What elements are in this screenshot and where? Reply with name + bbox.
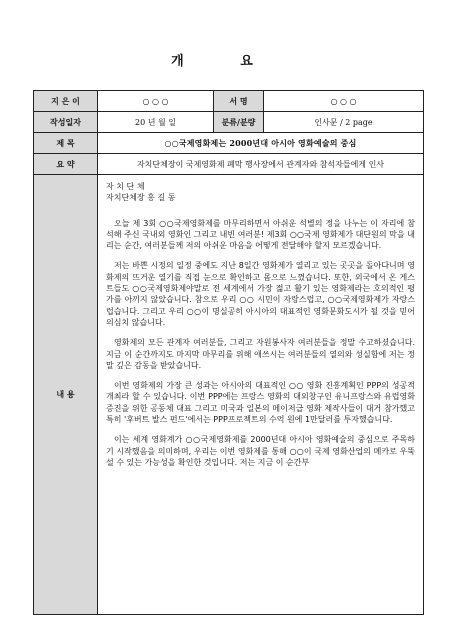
summary-label: 요 약 (34, 154, 98, 175)
page-title: 개 요 (171, 54, 279, 69)
content-row (34, 175, 424, 615)
paragraph-2: 저는 바쁜 시정의 일정 중에도 지난 8일간 영화제가 열리고 있는 곳곳을 돌아다니며 영화제의 뜨거운 열기를 직접 눈으로 확인하고 몸으로 느꼈습니다. 또한, 외국에서 온 게스트들도 ○○국제영화제야말로 전 세계에서 가장 젊고 활기 있는 영화제라는 호의적인 평가를 아끼지 않았습니다. 참으로 우리 ○○ 시민이 자랑스럽고, ○○국제영화제가 자랑스럽습니다. 그리고 우리 ○○이 명실공히 아시아의 대표적인 영화문화도시가 될 것을 믿어 의심치 않습니다. (106, 261, 415, 327)
content-body (98, 175, 424, 615)
paragraph-1: 오늘 제 3회 ○○국제영화제를 마무리하면서 아쉬운 석별의 정을 나누는 이 자리에 참석해 주신 국내외 영화인 그리고 내빈 여러분! 제3회 ○○국제 영화제가 대단원의 막을 내리는 순간, 여러분들께 저의 아쉬운 마음을 어떻게 전달해야 할지 모르겠습니다. (106, 218, 415, 251)
date-label: 작성일자 (34, 112, 98, 133)
book-title-label: 서 명 (214, 91, 264, 112)
paragraph-4: 이번 영화제의 가장 큰 성과는 아시아의 대표적인 ○○ 영화 진흥계획인 PPP의 성공적 개최라 할 수 있습니다. 이번 PPP에는 프랑스 영화의 대외창구인 유니프랑스와 유럽영화 증진을 위한 공동체 대표 그리고 미국과 일본의 메이저급 영화 제작사들이 대거 참가했고 특히 '후버트 발스 펀드'에서는 PPP프로젝트의 수억 원에 1만달러를 투자했습니다. (106, 381, 415, 425)
signature-block (106, 181, 415, 204)
subject-value: ○○국제영화제는 2000년대 아시아 영화예술의 중심 (98, 133, 424, 154)
summary-form-table (33, 90, 424, 615)
signature-name: 자치단체장 홍 길 동 (106, 193, 176, 203)
subject-label: 제 목 (34, 133, 98, 154)
date-row (34, 112, 424, 133)
author-value: ○ ○ ○ (98, 91, 214, 112)
category-value: 인사문 / 2 page (264, 112, 424, 133)
author-label: 지 은 이 (34, 91, 98, 112)
category-label: 분류/분량 (214, 112, 264, 133)
summary-value: 자치단체장이 국제영화제 폐막 행사장에서 관계자와 참석자들에게 인사 (98, 154, 424, 175)
content-label: 내 용 (34, 175, 98, 615)
date-value: 20 년 월 일 (98, 112, 214, 133)
paragraph-3: 영화제의 모든 관계자 여러분들, 그리고 자원봉사자 여러분들을 정말 수고하셨습니다. 지금 이 순간까지도 마지막 마무리를 위해 애쓰시는 여러분들의 열의와 성실함에 저는 정말 깊은 감동을 받았습니다. (106, 338, 415, 370)
paragraph-5: 이는 세계 영화계가 ○○국제영화제를 2000년대 아시아 영화예술의 중심으로 주목하기 시작했음을 의미하며, 우리는 이번 영화제를 통해 ○○이 국제 영화산업의 메카로 우뚝 설 수 있는 가능성을 확인한 것입니다. 저는 지금 이 순간부 (106, 435, 415, 467)
summary-row (34, 154, 424, 175)
signature-org: 자 치 단 체 (106, 182, 145, 191)
book-title-value: ○ ○ ○ (264, 91, 424, 112)
author-row (34, 91, 424, 112)
subject-row (34, 133, 424, 154)
